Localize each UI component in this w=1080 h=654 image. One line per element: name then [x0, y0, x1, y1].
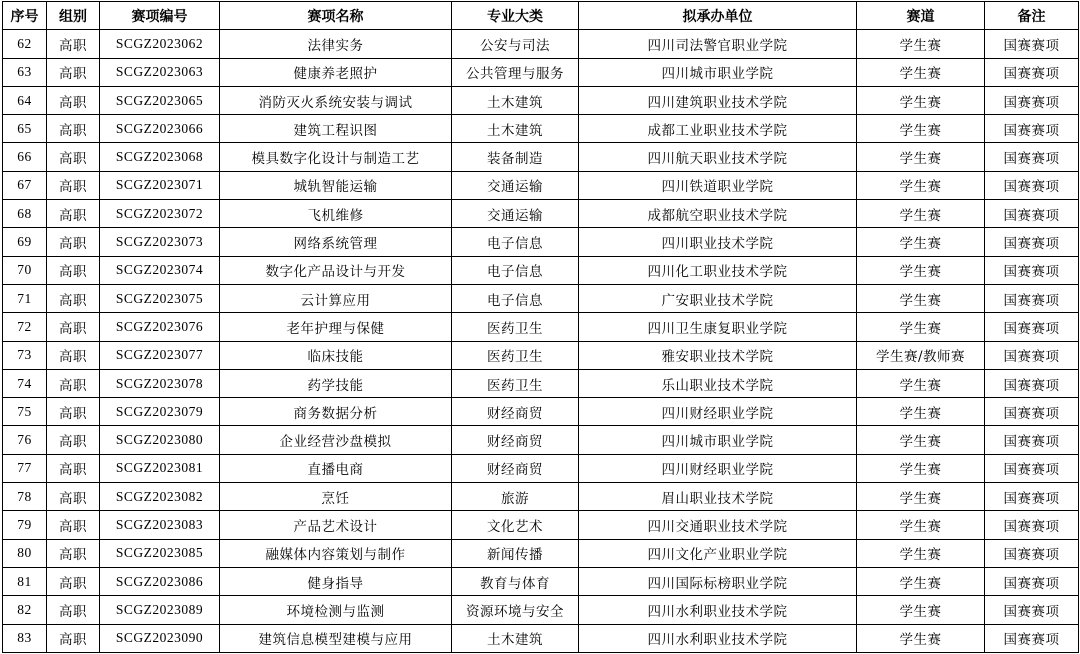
- cell-remark: 国赛赛项: [985, 539, 1079, 567]
- cell-seq: 79: [3, 511, 47, 539]
- cell-remark: 国赛赛项: [985, 369, 1079, 397]
- cell-code: SCGZ2023066: [100, 115, 220, 143]
- cell-host: 四川财经职业学院: [579, 398, 857, 426]
- cell-category: 土木建筑: [452, 115, 579, 143]
- table-row: [3, 58, 1079, 86]
- table-row: [3, 341, 1079, 369]
- cell-group: 高职: [47, 511, 100, 539]
- cell-remark: 国赛赛项: [985, 398, 1079, 426]
- cell-name: 融媒体内容策划与制作: [220, 539, 452, 567]
- cell-code: SCGZ2023071: [100, 171, 220, 199]
- table-header-row: [3, 2, 1079, 30]
- cell-seq: 81: [3, 567, 47, 595]
- cell-seq: 66: [3, 143, 47, 171]
- cell-seq: 74: [3, 369, 47, 397]
- table-row: [3, 228, 1079, 256]
- cell-group: 高职: [47, 539, 100, 567]
- cell-track: 学生赛: [857, 454, 985, 482]
- cell-track: 学生赛: [857, 200, 985, 228]
- cell-track: 学生赛: [857, 143, 985, 171]
- cell-remark: 国赛赛项: [985, 483, 1079, 511]
- cell-name: 产品艺术设计: [220, 511, 452, 539]
- cell-group: 高职: [47, 200, 100, 228]
- cell-category: 装备制造: [452, 143, 579, 171]
- cell-group: 高职: [47, 143, 100, 171]
- table-row: [3, 86, 1079, 114]
- cell-remark: 国赛赛项: [985, 567, 1079, 595]
- cell-remark: 国赛赛项: [985, 624, 1079, 652]
- cell-track: 学生赛: [857, 313, 985, 341]
- cell-group: 高职: [47, 58, 100, 86]
- cell-name: 烹饪: [220, 483, 452, 511]
- cell-remark: 国赛赛项: [985, 228, 1079, 256]
- cell-category: 新闻传播: [452, 539, 579, 567]
- cell-code: SCGZ2023075: [100, 284, 220, 312]
- table-row: [3, 398, 1079, 426]
- cell-group: 高职: [47, 284, 100, 312]
- cell-host: 四川建筑职业技术学院: [579, 86, 857, 114]
- cell-seq: 65: [3, 115, 47, 143]
- cell-host: 雅安职业技术学院: [579, 341, 857, 369]
- table-row: [3, 369, 1079, 397]
- cell-seq: 78: [3, 483, 47, 511]
- cell-remark: 国赛赛项: [985, 256, 1079, 284]
- cell-host: 四川交通职业技术学院: [579, 511, 857, 539]
- cell-group: 高职: [47, 171, 100, 199]
- cell-host: 四川卫生康复职业学院: [579, 313, 857, 341]
- cell-host: 四川司法警官职业学院: [579, 30, 857, 58]
- cell-seq: 62: [3, 30, 47, 58]
- cell-code: SCGZ2023072: [100, 200, 220, 228]
- table-row: [3, 115, 1079, 143]
- cell-remark: 国赛赛项: [985, 596, 1079, 624]
- cell-host: 四川财经职业学院: [579, 454, 857, 482]
- cell-code: SCGZ2023076: [100, 313, 220, 341]
- cell-host: 四川水利职业技术学院: [579, 624, 857, 652]
- header-group: 组别: [47, 2, 100, 30]
- cell-name: 老年护理与保健: [220, 313, 452, 341]
- cell-code: SCGZ2023077: [100, 341, 220, 369]
- cell-track: 学生赛: [857, 284, 985, 312]
- cell-seq: 83: [3, 624, 47, 652]
- cell-name: 商务数据分析: [220, 398, 452, 426]
- cell-category: 土木建筑: [452, 624, 579, 652]
- cell-category: 医药卫生: [452, 313, 579, 341]
- cell-category: 资源环境与安全: [452, 596, 579, 624]
- cell-track: 学生赛: [857, 567, 985, 595]
- cell-remark: 国赛赛项: [985, 454, 1079, 482]
- cell-group: 高职: [47, 624, 100, 652]
- header-name: 赛项名称: [220, 2, 452, 30]
- cell-name: 建筑工程识图: [220, 115, 452, 143]
- cell-group: 高职: [47, 567, 100, 595]
- cell-category: 财经商贸: [452, 454, 579, 482]
- cell-host: 广安职业技术学院: [579, 284, 857, 312]
- cell-track: 学生赛: [857, 398, 985, 426]
- cell-remark: 国赛赛项: [985, 200, 1079, 228]
- cell-host: 成都航空职业技术学院: [579, 200, 857, 228]
- cell-host: 四川文化产业职业学院: [579, 539, 857, 567]
- cell-track: 学生赛: [857, 58, 985, 86]
- cell-remark: 国赛赛项: [985, 115, 1079, 143]
- cell-category: 土木建筑: [452, 86, 579, 114]
- cell-name: 健身指导: [220, 567, 452, 595]
- cell-track: 学生赛: [857, 483, 985, 511]
- cell-seq: 71: [3, 284, 47, 312]
- table-row: [3, 426, 1079, 454]
- cell-name: 健康养老照护: [220, 58, 452, 86]
- table-row: [3, 454, 1079, 482]
- cell-seq: 82: [3, 596, 47, 624]
- cell-name: 直播电商: [220, 454, 452, 482]
- cell-code: SCGZ2023083: [100, 511, 220, 539]
- cell-track: 学生赛: [857, 511, 985, 539]
- cell-remark: 国赛赛项: [985, 511, 1079, 539]
- cell-name: 模具数字化设计与制造工艺: [220, 143, 452, 171]
- cell-host: 四川水利职业技术学院: [579, 596, 857, 624]
- cell-name: 法律实务: [220, 30, 452, 58]
- cell-code: SCGZ2023063: [100, 58, 220, 86]
- cell-host: 四川化工职业技术学院: [579, 256, 857, 284]
- cell-host: 四川铁道职业学院: [579, 171, 857, 199]
- table-row: [3, 539, 1079, 567]
- cell-name: 建筑信息模型建模与应用: [220, 624, 452, 652]
- cell-code: SCGZ2023085: [100, 539, 220, 567]
- cell-code: SCGZ2023062: [100, 30, 220, 58]
- cell-group: 高职: [47, 454, 100, 482]
- cell-group: 高职: [47, 426, 100, 454]
- cell-track: 学生赛: [857, 624, 985, 652]
- table-row: [3, 171, 1079, 199]
- cell-group: 高职: [47, 369, 100, 397]
- cell-code: SCGZ2023068: [100, 143, 220, 171]
- cell-category: 电子信息: [452, 256, 579, 284]
- table-row: [3, 483, 1079, 511]
- table-row: [3, 30, 1079, 58]
- cell-remark: 国赛赛项: [985, 341, 1079, 369]
- cell-category: 交通运输: [452, 200, 579, 228]
- cell-remark: 国赛赛项: [985, 58, 1079, 86]
- cell-remark: 国赛赛项: [985, 426, 1079, 454]
- cell-track: 学生赛: [857, 596, 985, 624]
- cell-seq: 63: [3, 58, 47, 86]
- contest-table: [2, 1, 1079, 653]
- cell-group: 高职: [47, 313, 100, 341]
- cell-code: SCGZ2023089: [100, 596, 220, 624]
- cell-seq: 69: [3, 228, 47, 256]
- header-code: 赛项编号: [100, 2, 220, 30]
- cell-host: 成都工业职业技术学院: [579, 115, 857, 143]
- header-remark: 备注: [985, 2, 1079, 30]
- cell-code: SCGZ2023073: [100, 228, 220, 256]
- cell-remark: 国赛赛项: [985, 313, 1079, 341]
- cell-group: 高职: [47, 596, 100, 624]
- header-track: 赛道: [857, 2, 985, 30]
- cell-host: 四川城市职业学院: [579, 426, 857, 454]
- table-row: [3, 511, 1079, 539]
- cell-track: 学生赛: [857, 426, 985, 454]
- cell-code: SCGZ2023086: [100, 567, 220, 595]
- table-body: [3, 30, 1079, 653]
- cell-track: 学生赛: [857, 256, 985, 284]
- cell-track: 学生赛: [857, 171, 985, 199]
- cell-name: 飞机维修: [220, 200, 452, 228]
- table-row: [3, 284, 1079, 312]
- cell-group: 高职: [47, 228, 100, 256]
- cell-code: SCGZ2023079: [100, 398, 220, 426]
- cell-name: 网络系统管理: [220, 228, 452, 256]
- cell-name: 城轨智能运输: [220, 171, 452, 199]
- cell-code: SCGZ2023065: [100, 86, 220, 114]
- cell-category: 电子信息: [452, 284, 579, 312]
- cell-code: SCGZ2023090: [100, 624, 220, 652]
- cell-name: 数字化产品设计与开发: [220, 256, 452, 284]
- cell-name: 药学技能: [220, 369, 452, 397]
- cell-seq: 73: [3, 341, 47, 369]
- table-row: [3, 200, 1079, 228]
- cell-code: SCGZ2023074: [100, 256, 220, 284]
- cell-category: 文化艺术: [452, 511, 579, 539]
- cell-name: 企业经营沙盘模拟: [220, 426, 452, 454]
- cell-seq: 76: [3, 426, 47, 454]
- cell-host: 乐山职业技术学院: [579, 369, 857, 397]
- table-row: [3, 596, 1079, 624]
- cell-host: 四川国际标榜职业学院: [579, 567, 857, 595]
- cell-category: 财经商贸: [452, 398, 579, 426]
- cell-group: 高职: [47, 115, 100, 143]
- cell-track: 学生赛: [857, 228, 985, 256]
- cell-name: 消防灭火系统安装与调试: [220, 86, 452, 114]
- cell-category: 公安与司法: [452, 30, 579, 58]
- cell-name: 临床技能: [220, 341, 452, 369]
- cell-seq: 80: [3, 539, 47, 567]
- cell-code: SCGZ2023080: [100, 426, 220, 454]
- cell-category: 公共管理与服务: [452, 58, 579, 86]
- cell-seq: 75: [3, 398, 47, 426]
- cell-code: SCGZ2023082: [100, 483, 220, 511]
- cell-seq: 72: [3, 313, 47, 341]
- table-row: [3, 256, 1079, 284]
- cell-group: 高职: [47, 256, 100, 284]
- cell-remark: 国赛赛项: [985, 30, 1079, 58]
- cell-seq: 67: [3, 171, 47, 199]
- cell-seq: 70: [3, 256, 47, 284]
- header-seq: 序号: [3, 2, 47, 30]
- cell-category: 医药卫生: [452, 341, 579, 369]
- cell-track: 学生赛: [857, 30, 985, 58]
- cell-code: SCGZ2023078: [100, 369, 220, 397]
- cell-track: 学生赛: [857, 115, 985, 143]
- cell-track: 学生赛: [857, 539, 985, 567]
- cell-remark: 国赛赛项: [985, 171, 1079, 199]
- header-category: 专业大类: [452, 2, 579, 30]
- cell-host: 眉山职业技术学院: [579, 483, 857, 511]
- cell-name: 云计算应用: [220, 284, 452, 312]
- cell-group: 高职: [47, 398, 100, 426]
- cell-group: 高职: [47, 341, 100, 369]
- cell-host: 四川航天职业技术学院: [579, 143, 857, 171]
- cell-group: 高职: [47, 483, 100, 511]
- cell-track: 学生赛: [857, 369, 985, 397]
- cell-track: 学生赛/教师赛: [857, 341, 985, 369]
- cell-group: 高职: [47, 86, 100, 114]
- cell-seq: 64: [3, 86, 47, 114]
- header-host: 拟承办单位: [579, 2, 857, 30]
- cell-name: 环境检测与监测: [220, 596, 452, 624]
- cell-remark: 国赛赛项: [985, 284, 1079, 312]
- cell-seq: 68: [3, 200, 47, 228]
- cell-category: 医药卫生: [452, 369, 579, 397]
- cell-remark: 国赛赛项: [985, 143, 1079, 171]
- cell-host: 四川城市职业学院: [579, 58, 857, 86]
- cell-host: 四川职业技术学院: [579, 228, 857, 256]
- table-row: [3, 624, 1079, 652]
- table-row: [3, 313, 1079, 341]
- cell-group: 高职: [47, 30, 100, 58]
- cell-category: 电子信息: [452, 228, 579, 256]
- table-row: [3, 567, 1079, 595]
- cell-category: 财经商贸: [452, 426, 579, 454]
- cell-category: 交通运输: [452, 171, 579, 199]
- cell-seq: 77: [3, 454, 47, 482]
- cell-code: SCGZ2023081: [100, 454, 220, 482]
- cell-remark: 国赛赛项: [985, 86, 1079, 114]
- cell-track: 学生赛: [857, 86, 985, 114]
- cell-category: 旅游: [452, 483, 579, 511]
- cell-category: 教育与体育: [452, 567, 579, 595]
- table-row: [3, 143, 1079, 171]
